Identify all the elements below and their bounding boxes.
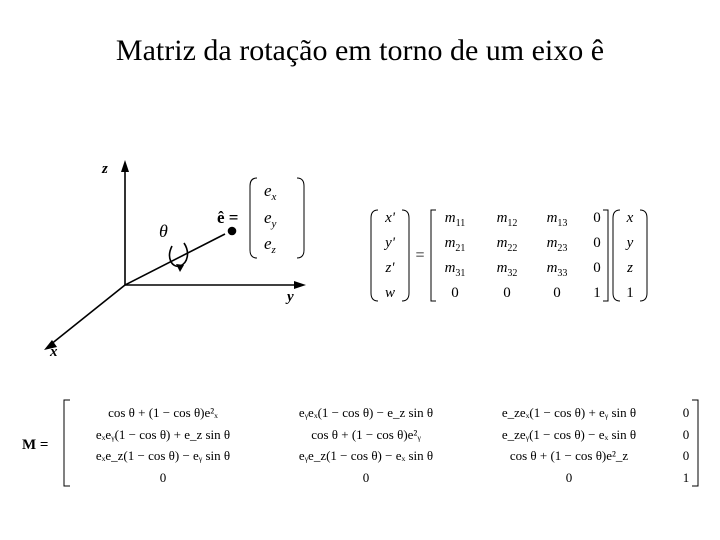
rotation-cell-2-2: cos θ + (1 − cos θ)e²ᵧ [311, 427, 421, 442]
matrix-cell-1-4: 0 [593, 210, 601, 226]
rotation-cell-2-1: eₓeᵧ(1 − cos θ) + e_z sin θ [95, 427, 231, 442]
matrix-cell-2-1: $m_{21}$ [444, 235, 466, 254]
matrix-right-bracket [603, 210, 608, 301]
rotation-lhs: M = [22, 437, 49, 453]
matrix-cell-1-1: $m_{11}$ [444, 210, 466, 229]
vector-component-ey: $e_y$ [264, 208, 277, 230]
rotation-cell-3-2: eᵧe_z(1 − cos θ) − eₓ sin θ [298, 448, 434, 463]
transform-equation [371, 210, 647, 301]
m-right-bracket [692, 400, 698, 486]
vector-component-ez: $e_z$ [264, 234, 276, 256]
rotation-cell-1-2: eᵧeₓ(1 − cos θ) − e_z sin θ [298, 405, 434, 420]
matrix-cell-4-2: 0 [503, 285, 511, 301]
y-axis-arrowhead [294, 281, 306, 289]
rotation-cell-1-1: cos θ + (1 − cos θ)e²ₓ [108, 405, 218, 420]
rotation-cell-1-4: 0 [682, 405, 690, 420]
x-axis-label: x [50, 344, 58, 360]
vector-right-paren [297, 178, 304, 258]
m-left-bracket [64, 400, 70, 486]
axis-vector-line [125, 234, 225, 285]
rotation-matrix [22, 400, 698, 486]
rhs-one: 1 [626, 285, 634, 301]
rotation-cell-3-4: 0 [682, 448, 690, 463]
lhs-x-prime: x' [385, 210, 395, 226]
matrix-cell-3-1: $m_{31}$ [444, 260, 466, 279]
lhs-w: w [384, 285, 396, 301]
matrix-cell-1-2: $m_{12}$ [496, 210, 518, 229]
lhs-y-prime: y' [385, 235, 395, 251]
equals-sign: = [415, 247, 425, 264]
lhs-right-paren [402, 210, 409, 301]
z-axis-arrowhead [121, 160, 129, 172]
lhs-z-prime: z' [385, 260, 395, 276]
rhs-x: x [626, 210, 634, 226]
rhs-z: z [627, 260, 633, 276]
matrix-cell-2-4: 0 [593, 235, 601, 251]
matrix-cell-2-3: $m_{23}$ [546, 235, 568, 254]
axis-vector-definition [217, 178, 304, 258]
rotation-cell-2-3: e_zeᵧ(1 − cos θ) − eₓ sin θ [501, 427, 637, 442]
matrix-cell-3-3: $m_{33}$ [546, 260, 568, 279]
y-axis-label: y [287, 289, 294, 305]
rotation-cell-4-3: 0 [565, 470, 573, 485]
rotation-cell-3-3: cos θ + (1 − cos θ)e²_z [509, 448, 629, 463]
rotation-cell-4-2: 0 [362, 470, 370, 485]
matrix-cell-3-2: $m_{32}$ [496, 260, 518, 279]
matrix-cell-4-3: 0 [553, 285, 561, 301]
rotation-cell-3-1: eₓe_z(1 − cos θ) − eᵧ sin θ [95, 448, 231, 463]
rotation-cell-1-3: e_zeₓ(1 − cos θ) + eᵧ sin θ [501, 405, 637, 420]
z-axis-label: z [102, 161, 108, 177]
axis-vector-lhs: ê = [217, 208, 239, 227]
theta-label: θ [159, 221, 168, 241]
rotation-arrowhead [176, 264, 184, 272]
vector-left-paren [250, 178, 257, 258]
rhs-right-paren [640, 210, 647, 301]
matrix-left-bracket [431, 210, 436, 301]
matrix-cell-4-4: 1 [593, 285, 601, 301]
rotation-cell-4-1: 0 [159, 470, 167, 485]
vector-component-ex: $e_x$ [264, 181, 277, 203]
matrix-cell-4-1: 0 [451, 285, 459, 301]
slide-title: Matriz da rotação em torno de um eixo ê [115, 34, 605, 67]
matrix-cell-1-3: $m_{13}$ [546, 210, 568, 229]
lhs-left-paren [371, 210, 378, 301]
rhs-y: y [626, 235, 634, 251]
x-axis-line [50, 285, 125, 345]
axis-vector-tip [229, 228, 236, 235]
rotation-cell-2-4: 0 [682, 427, 690, 442]
rotation-cell-4-4: 1 [682, 470, 690, 485]
matrix-cell-3-4: 0 [593, 260, 601, 276]
rhs-left-paren [613, 210, 620, 301]
matrix-cell-2-2: $m_{22}$ [496, 235, 518, 254]
